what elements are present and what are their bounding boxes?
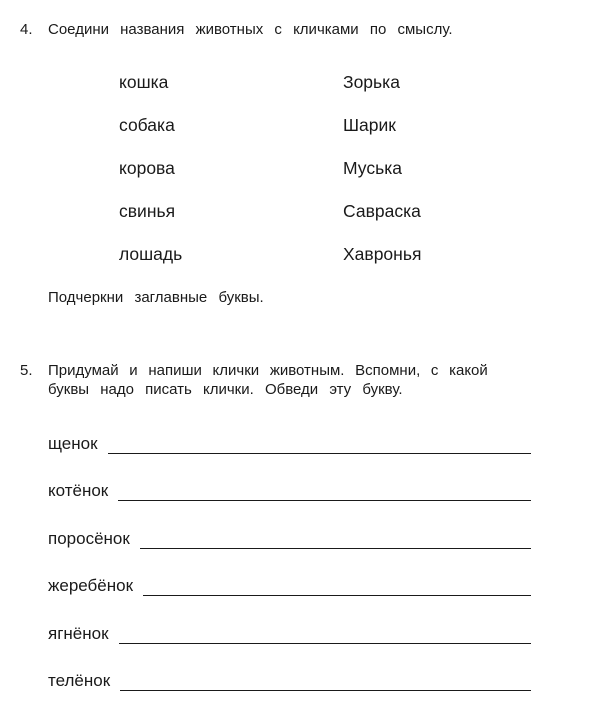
answer-row-piglet	[48, 526, 531, 550]
pet-name-sharik[interactable]: Шарик	[343, 115, 396, 135]
animal-word-cow[interactable]: корова	[119, 158, 175, 178]
answer-label-puppy: щенок	[48, 434, 98, 453]
answer-line-lamb[interactable]	[119, 642, 531, 644]
task-4-instruction: Соедини названия животных с кличками по смыслу.	[48, 21, 453, 38]
answer-row-lamb	[48, 621, 531, 645]
task-5-number: 5.	[20, 362, 33, 379]
animal-word-pig[interactable]: свинья	[119, 201, 176, 221]
pet-name-savraska[interactable]: Савраска	[343, 201, 421, 221]
task-4-extra-instruction: Подчеркни заглавные буквы.	[48, 289, 264, 306]
animal-word-horse[interactable]: лошадь	[119, 244, 183, 264]
answer-row-foal	[48, 573, 531, 597]
answer-row-puppy	[48, 431, 531, 455]
pet-name-zorka[interactable]: Зорька	[343, 72, 400, 92]
answer-label-foal: жеребёнок	[48, 576, 134, 595]
animal-word-dog[interactable]: собака	[119, 115, 175, 135]
answer-line-calf[interactable]	[120, 689, 531, 691]
answer-line-puppy[interactable]	[108, 452, 531, 454]
answer-row-calf	[48, 668, 531, 692]
answer-label-lamb: ягнёнок	[48, 624, 109, 643]
answer-line-foal[interactable]	[143, 594, 531, 596]
answer-row-kitten	[48, 478, 531, 502]
pet-name-muska[interactable]: Муська	[343, 158, 402, 178]
answer-line-piglet[interactable]	[140, 547, 531, 549]
answer-label-kitten: котёнок	[48, 481, 109, 500]
answer-label-calf: телёнок	[48, 671, 111, 690]
task-4-number: 4.	[20, 21, 33, 38]
task-5-instruction-line-2: буквы надо писать клички. Обведи эту букву.	[48, 381, 403, 398]
answer-label-piglet: поросёнок	[48, 529, 130, 548]
animal-word-cat[interactable]: кошка	[119, 72, 169, 92]
pet-name-khavronya[interactable]: Хавронья	[343, 244, 422, 264]
task-5-instruction-line-1: Придумай и напиши клички животным. Вспомни, с какой	[48, 362, 488, 379]
answer-line-kitten[interactable]	[118, 499, 531, 501]
